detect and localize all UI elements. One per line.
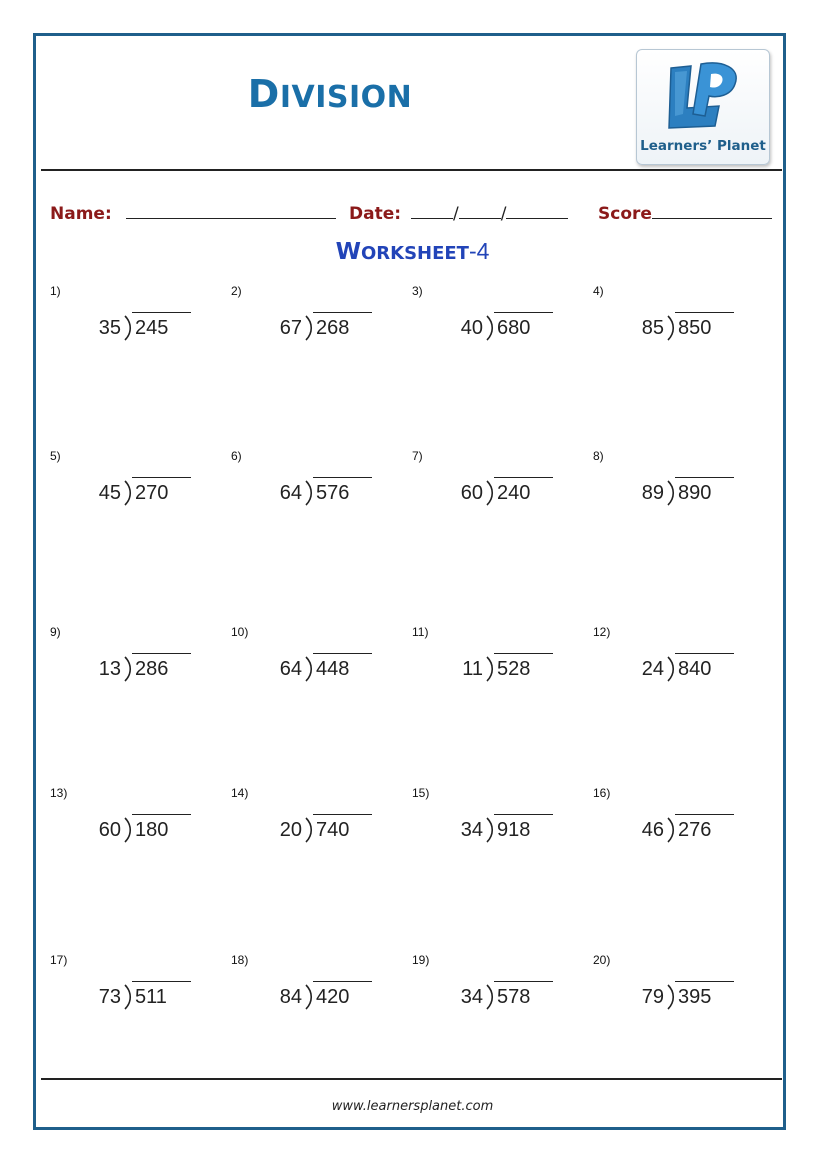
- dividend: 850: [678, 317, 712, 339]
- problem-12: [593, 625, 773, 765]
- logo-lp-icon: [661, 56, 747, 138]
- problem-number: 1): [50, 284, 61, 298]
- dividend: 511: [135, 986, 167, 1008]
- divisor: 46: [641, 819, 664, 841]
- dividend-box[interactable]: [313, 814, 372, 842]
- divisor: 60: [98, 819, 121, 841]
- page-title: [0, 72, 660, 116]
- divisor: 20: [279, 819, 302, 841]
- dividend: 268: [316, 317, 350, 339]
- problem-number: 17): [50, 953, 68, 967]
- problem-number: 10): [231, 625, 249, 639]
- dividend: 245: [135, 317, 169, 339]
- divisor: 45: [98, 482, 121, 504]
- divisor: 35: [98, 317, 121, 339]
- dividend: 395: [678, 986, 712, 1008]
- problem-2: [231, 284, 411, 424]
- divisor: 79: [641, 986, 664, 1008]
- dividend-box[interactable]: [494, 312, 553, 340]
- name-label: Name:: [50, 204, 112, 224]
- divisor: 73: [98, 986, 121, 1008]
- problem-6: [231, 449, 411, 589]
- divisor: 85: [641, 317, 664, 339]
- divisor: 84: [279, 986, 302, 1008]
- score-blank[interactable]: [652, 202, 772, 219]
- footer-divider: [41, 1078, 782, 1080]
- dividend-box[interactable]: [675, 981, 734, 1009]
- problem-number: 6): [231, 449, 242, 463]
- worksheet-title: [0, 238, 825, 265]
- problem-number: 12): [593, 625, 611, 639]
- problem-17: [50, 953, 230, 1093]
- dividend-box[interactable]: [494, 814, 553, 842]
- dividend: 740: [316, 819, 350, 841]
- problem-16: [593, 786, 773, 926]
- problem-number: 7): [412, 449, 423, 463]
- problem-number: 9): [50, 625, 61, 639]
- divisor: 24: [641, 658, 664, 680]
- dividend-box[interactable]: [132, 477, 191, 505]
- dividend-box[interactable]: [132, 814, 191, 842]
- problem-15: [412, 786, 592, 926]
- worksheet-first-letter: W: [335, 239, 361, 265]
- problem-number: 19): [412, 953, 430, 967]
- divisor: 13: [98, 658, 121, 680]
- title-first-letter: D: [247, 72, 280, 116]
- dividend-box[interactable]: [313, 312, 372, 340]
- footer-url: www.learnersplanet.com: [331, 1099, 494, 1114]
- date-label: Date:: [349, 204, 402, 224]
- dividend: 576: [316, 482, 350, 504]
- problem-number: 13): [50, 786, 68, 800]
- problem-number: 2): [231, 284, 242, 298]
- logo: [636, 49, 770, 165]
- dividend-box[interactable]: [494, 477, 553, 505]
- problem-14: [231, 786, 411, 926]
- divisor: 64: [279, 658, 302, 680]
- dividend: 276: [678, 819, 712, 841]
- problem-number: 4): [593, 284, 604, 298]
- divisor: 64: [279, 482, 302, 504]
- dividend: 240: [497, 482, 531, 504]
- divisor: 67: [279, 317, 302, 339]
- divisor: 89: [641, 482, 664, 504]
- problem-number: 14): [231, 786, 249, 800]
- problem-11: [412, 625, 592, 765]
- name-blank[interactable]: [126, 202, 336, 219]
- date-separator: /: [452, 204, 459, 224]
- dividend-box[interactable]: [313, 653, 372, 681]
- dividend: 180: [135, 819, 169, 841]
- dividend: 270: [135, 482, 169, 504]
- divisor: 34: [460, 819, 483, 841]
- dividend-box[interactable]: [675, 477, 734, 505]
- title-rest: IVISION: [279, 80, 413, 115]
- date-day-blank[interactable]: [411, 202, 453, 219]
- problem-9: [50, 625, 230, 765]
- problem-number: 3): [412, 284, 423, 298]
- worksheet-number: -4: [468, 238, 490, 264]
- problem-number: 5): [50, 449, 61, 463]
- problem-20: [593, 953, 773, 1093]
- date-month-blank[interactable]: [459, 202, 501, 219]
- dividend: 286: [135, 658, 169, 680]
- problem-8: [593, 449, 773, 589]
- problem-10: [231, 625, 411, 765]
- date-field: [349, 202, 568, 224]
- dividend-box[interactable]: [675, 312, 734, 340]
- header-divider: [41, 169, 782, 171]
- problem-number: 20): [593, 953, 611, 967]
- name-field: [50, 202, 336, 224]
- divisor: 40: [460, 317, 483, 339]
- dividend-box[interactable]: [494, 981, 553, 1009]
- problem-3: [412, 284, 592, 424]
- problem-18: [231, 953, 411, 1093]
- problem-7: [412, 449, 592, 589]
- date-separator: /: [500, 204, 507, 224]
- score-label: Score: [598, 204, 652, 224]
- problem-number: 8): [593, 449, 604, 463]
- divisor: 34: [460, 986, 483, 1008]
- dividend-box[interactable]: [132, 653, 191, 681]
- divisor: 60: [460, 482, 483, 504]
- problem-5: [50, 449, 230, 589]
- dividend: 918: [497, 819, 531, 841]
- problem-number: 18): [231, 953, 249, 967]
- problem-4: [593, 284, 773, 424]
- dividend: 890: [678, 482, 712, 504]
- dividend: 528: [497, 658, 531, 680]
- dividend-box[interactable]: [494, 653, 553, 681]
- problem-number: 16): [593, 786, 611, 800]
- date-year-blank[interactable]: [506, 202, 568, 219]
- logo-text: Learners’ Planet: [640, 138, 766, 154]
- problem-13: [50, 786, 230, 926]
- dividend-box[interactable]: [675, 653, 734, 681]
- problem-1: [50, 284, 230, 424]
- dividend: 448: [316, 658, 350, 680]
- dividend-box[interactable]: [313, 981, 372, 1009]
- dividend: 680: [497, 317, 531, 339]
- score-field: [598, 202, 772, 224]
- dividend-box[interactable]: [313, 477, 372, 505]
- worksheet-rest: ORKSHEET: [360, 243, 469, 264]
- divisor: 11: [462, 658, 483, 680]
- dividend-box[interactable]: [132, 312, 191, 340]
- problem-number: 15): [412, 786, 430, 800]
- dividend-box[interactable]: [675, 814, 734, 842]
- problem-number: 11): [412, 625, 429, 639]
- dividend-box[interactable]: [132, 981, 191, 1009]
- dividend: 420: [316, 986, 350, 1008]
- dividend: 840: [678, 658, 712, 680]
- problem-19: [412, 953, 592, 1093]
- dividend: 578: [497, 986, 531, 1008]
